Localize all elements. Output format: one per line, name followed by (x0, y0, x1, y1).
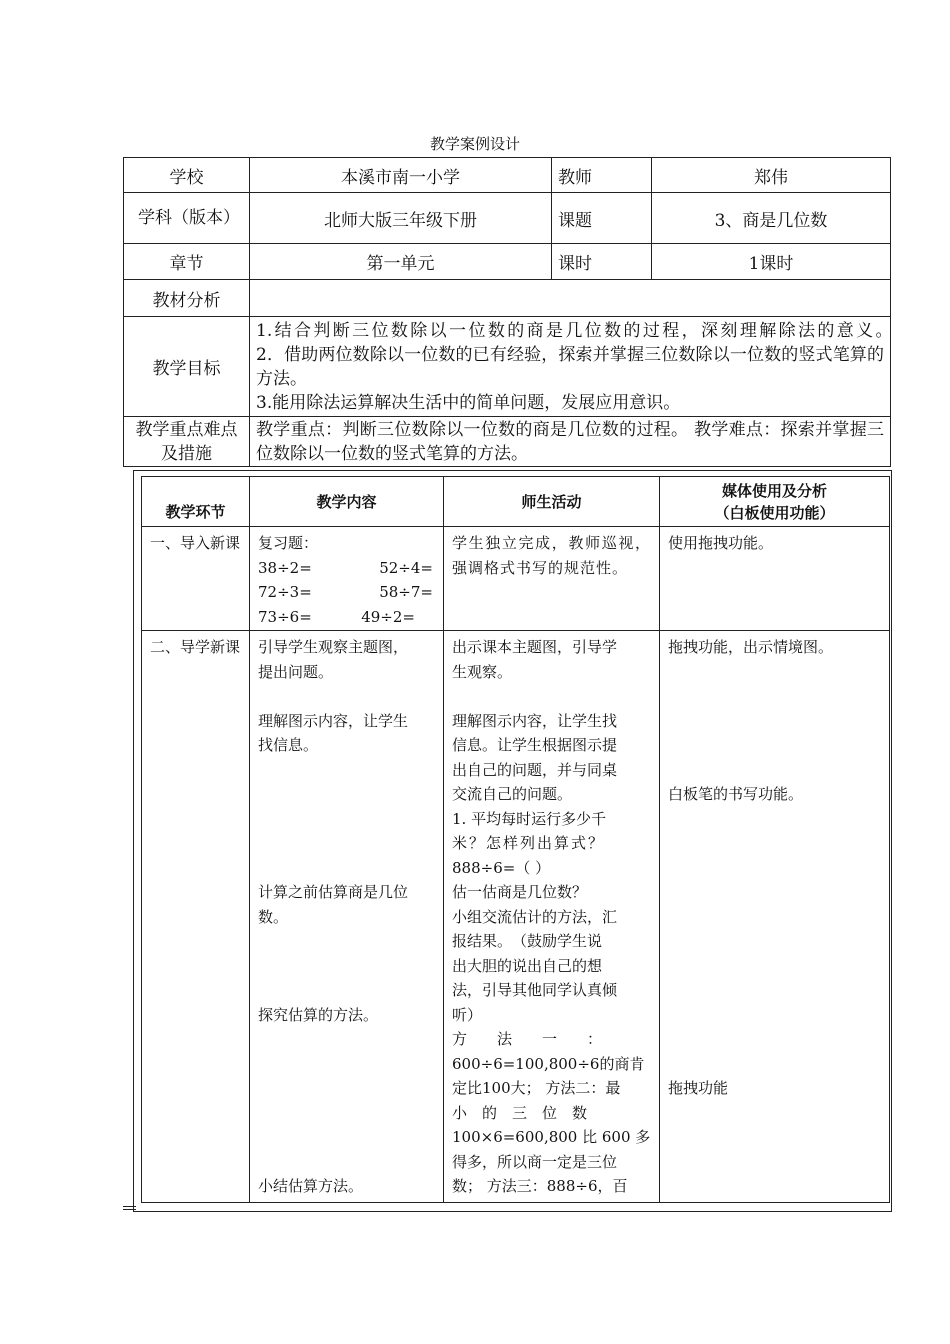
content-line: 小结估算方法。 (258, 1177, 364, 1195)
divider-line (123, 1206, 136, 1207)
activity-line: 信息。让学生根据图示提 (452, 736, 618, 754)
content-line: 计算之前估算商是几位 (258, 883, 409, 901)
header-stage: 教学环节 (142, 477, 250, 527)
teacher-value: 郑伟 (652, 158, 891, 193)
activity-line: 交流自己的问题。 (452, 785, 573, 803)
goals-label: 教学目标 (124, 317, 250, 417)
activity-line: 1. 平均每时运行多少千 (452, 809, 607, 828)
activity-line: 米？怎样列出算式？ (452, 834, 606, 852)
topic-label: 课题 (552, 193, 652, 244)
topic-value: 3、商是几位数 (652, 193, 891, 244)
header-media (660, 477, 890, 527)
exercise-item: 73÷6= (258, 607, 312, 626)
keypoints-label: 教学重点难点及措施 (124, 417, 250, 467)
school-value: 本溪市南一小学 (250, 158, 552, 193)
goals-item-3: 3.能用除法运算解决生活中的简单问题，发展应用意识。 (256, 392, 681, 413)
activity-line: 888÷6=（ ） (452, 858, 551, 877)
keypoints-text: 教学重点：判断三位数除以一位数的商是几位数的过程。 教学难点：探索并掌握三位数除以一位数的竖式笔算的方法。 (250, 417, 891, 467)
activity-line: 听） (452, 1005, 483, 1024)
exercise-item: 38÷2= (258, 558, 312, 577)
teaching-process-table (141, 476, 890, 1203)
header-content: 教学内容 (250, 477, 444, 527)
activity-line: 方 法 一 ： (452, 1030, 603, 1048)
goals-text: 1.结合判断三位数除以一位数的商是几位数的过程，深刻理解除法的意义。 2．借助两位数除以一位数的已有经验，探索并掌握三位数除以一位数的竖式笔算的方法。 (256, 320, 935, 389)
media-line: 拖拽功能 (668, 1079, 729, 1097)
header-media-subtitle: （白板使用功能） (714, 503, 835, 522)
exercise-item: 72÷3= (258, 583, 312, 601)
activity-line: 出示课本主题图，引导学 (452, 638, 618, 656)
activity-line: 100×6=600,800 比 600 多 (452, 1128, 651, 1146)
period-value: 1课时 (652, 244, 891, 280)
stage-new-lesson: 二、导学新课 (142, 631, 250, 1203)
goals-cell (250, 317, 935, 417)
media-cell (660, 631, 890, 1203)
table-row (142, 527, 890, 631)
exercise-item: 49÷2= (361, 607, 415, 626)
school-label: 学校 (124, 158, 250, 193)
lesson-info-table (123, 157, 935, 467)
chapter-label: 章节 (124, 244, 250, 280)
exercise-row (258, 580, 435, 605)
subject-value: 北师大版三年级下册 (250, 193, 552, 244)
content-cell (250, 631, 444, 1203)
stage-intro: 一、导入新课 (142, 527, 250, 631)
activity-cell (444, 631, 660, 1203)
activity-line: 理解图示内容，让学生找 (452, 711, 618, 730)
review-cell (250, 527, 444, 631)
content-line: 找信息。 (258, 736, 319, 754)
period-label: 课时 (552, 244, 652, 280)
exercise-item: 52÷4= (379, 558, 433, 577)
media-line: 白板笔的书写功能。 (668, 785, 804, 803)
activity-line: 出大胆的说出自己的想 (452, 956, 603, 975)
activity-line: 小组交流估计的方法，汇 (452, 907, 618, 926)
analysis-value (250, 280, 891, 317)
content-line: 理解图示内容，让学生 (258, 711, 409, 730)
activity-line: 估一估商是几位数？ (452, 883, 588, 901)
content-line: 数。 (258, 907, 289, 926)
exercise-item: 58÷7= (379, 583, 433, 601)
content-line: 探究估算的方法。 (258, 1005, 379, 1024)
activity-line: 报结果。 （鼓励学生说 (452, 932, 603, 950)
header-activity: 师生活动 (444, 477, 660, 527)
activity-line: 数； 方法三：888÷6，百 (452, 1177, 628, 1195)
document-title: 教学案例设计 (429, 135, 520, 153)
table-row (142, 631, 890, 1203)
content-line: 引导学生观察主题图， (258, 638, 409, 656)
analysis-label: 教材分析 (124, 280, 250, 317)
activity-line: 出自己的问题，并与同桌 (452, 760, 618, 779)
review-label: 复习题： (258, 534, 319, 552)
teacher-label: 教师 (552, 158, 652, 193)
content-line: 提出问题。 (258, 662, 334, 681)
media-intro: 使用拖拽功能。 (660, 527, 890, 631)
activity-line: 600÷6=100,800÷6的商肯 (452, 1054, 645, 1073)
header-media-title: 媒体使用及分析 (721, 481, 827, 500)
chapter-value: 第一单元 (250, 244, 552, 280)
activity-line: 得多，所以商一定是三位 (452, 1152, 618, 1171)
activity-line: 小 的 三 位 数 (452, 1103, 588, 1122)
activity-line: 法，引导其他同学认真倾 (452, 981, 618, 999)
exercise-row (258, 605, 435, 630)
activity-line: 生观察。 (452, 662, 513, 681)
divider-line (123, 1209, 136, 1210)
activity-intro: 学生独立完成，教师巡视，强调格式书写的规范性。 (444, 527, 660, 631)
subject-label: 学科（版本） (124, 193, 250, 244)
activity-line: 定比100大； 方法二：最 (452, 1079, 621, 1097)
media-line: 拖拽功能，出示情境图。 (668, 638, 834, 656)
exercise-row (258, 556, 435, 581)
